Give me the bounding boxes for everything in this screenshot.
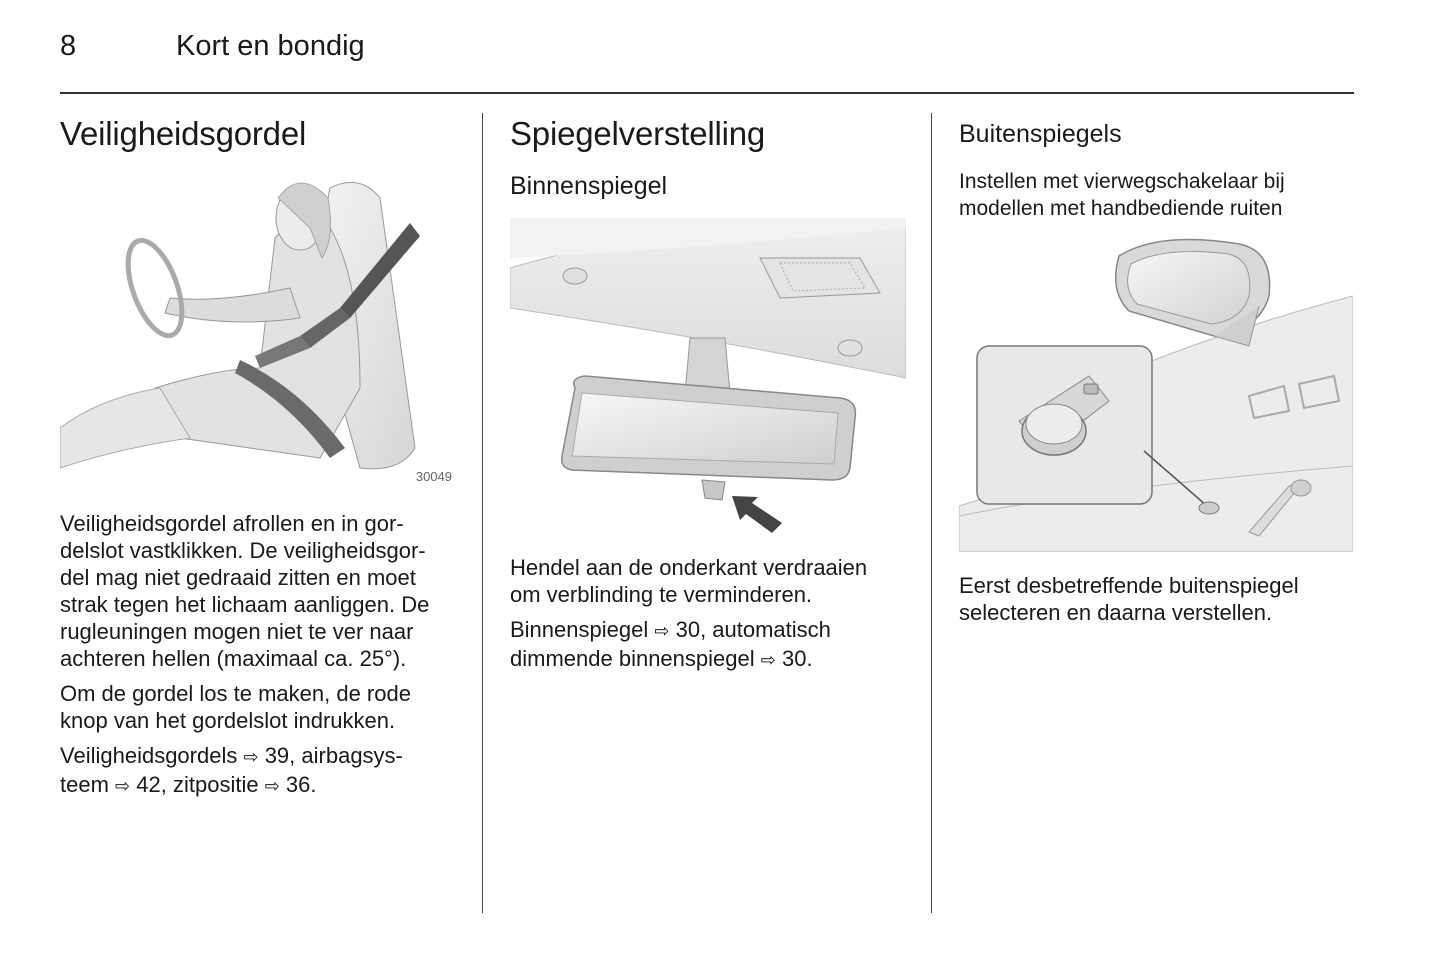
- page-reference-link[interactable]: 30: [781, 646, 807, 671]
- text-span: , zitpositie: [160, 772, 259, 797]
- text-line: Instellen met vierwegschakelaar bij: [959, 170, 1285, 193]
- exterior-mirror-drawing: [959, 236, 1353, 552]
- page-reference-arrow-icon: ⇨: [243, 747, 259, 767]
- text-span: .: [310, 772, 317, 797]
- paragraph: [510, 616, 910, 674]
- section-title: Spiegelverstelling: [510, 115, 766, 152]
- text-line: strak tegen het lichaam aanliggen. De: [60, 592, 430, 617]
- paragraph: [959, 572, 1354, 626]
- text-span: , automatisch: [700, 617, 831, 642]
- exterior-mirror-illustration: [959, 236, 1353, 552]
- text-span: , airbagsys-: [289, 743, 403, 768]
- column-exterior-mirrors: [959, 116, 1354, 626]
- paragraph: [60, 510, 460, 672]
- text-line: Veiligheidsgordel afrollen en in gor-: [60, 511, 404, 536]
- subsection-title: [959, 168, 1354, 222]
- page-reference-arrow-icon: ⇨: [264, 776, 280, 796]
- text-span: .: [806, 646, 813, 671]
- page-reference-link[interactable]: 36: [285, 772, 311, 797]
- text-span: Veiligheidsgordels: [60, 743, 238, 768]
- subsection-title: Binnenspiegel: [510, 172, 668, 200]
- text-line: modellen met handbediende ruiten: [959, 197, 1283, 220]
- text-line: Hendel aan de onderkant verdraaien: [510, 555, 868, 580]
- section-title: Buitenspiegels: [959, 120, 1122, 148]
- column-divider: [482, 113, 483, 913]
- seatbelt-illustration: [60, 168, 456, 488]
- column-divider: [931, 113, 932, 913]
- page-reference-arrow-icon: ⇨: [654, 621, 670, 641]
- column-seatbelt: [60, 112, 460, 800]
- page-reference-link[interactable]: 39: [264, 743, 290, 768]
- text-line: achteren hellen (maximaal ca. 25°).: [60, 646, 407, 671]
- text-line: knop van het gordelslot indrukken.: [60, 708, 396, 733]
- page-reference-link[interactable]: 30: [675, 617, 701, 642]
- text-line: Eerst desbetreffende buitenspiegel: [959, 573, 1299, 598]
- page-reference-arrow-icon: ⇨: [115, 776, 131, 796]
- text-span: Binnenspiegel: [510, 617, 649, 642]
- text-line: om verblinding te verminderen.: [510, 582, 813, 607]
- seatbelt-text: [60, 510, 460, 800]
- paragraph: [60, 742, 460, 800]
- section-title: Veiligheidsgordel: [60, 115, 307, 152]
- interior-mirror-illustration: [510, 218, 906, 536]
- page-reference-link[interactable]: 42: [136, 772, 161, 797]
- text-span: dimmende binnenspiegel: [510, 646, 755, 671]
- text-line: rugleuningen mogen niet te ver naar: [60, 619, 414, 644]
- text-line: delslot vastklikken. De veiligheidsgor-: [60, 538, 426, 563]
- text-span: teem: [60, 772, 109, 797]
- column-mirror-adjust: [510, 112, 910, 674]
- page-number: 8: [60, 30, 77, 62]
- interior-mirror-drawing: [510, 218, 906, 536]
- interior-mirror-text: [510, 554, 910, 674]
- paragraph: [510, 554, 910, 608]
- text-line: Om de gordel los te maken, de rode: [60, 681, 411, 706]
- page-header: [60, 30, 1354, 94]
- text-line: del mag niet gedraaid zitten en moet: [60, 565, 416, 590]
- chapter-title: Kort en bondig: [176, 30, 365, 62]
- page-reference-arrow-icon: ⇨: [760, 650, 776, 670]
- seatbelt-drawing: [60, 168, 456, 488]
- figure-number: 30049: [415, 469, 452, 484]
- text-line: selecteren en daarna verstellen.: [959, 600, 1273, 625]
- paragraph: [60, 680, 460, 734]
